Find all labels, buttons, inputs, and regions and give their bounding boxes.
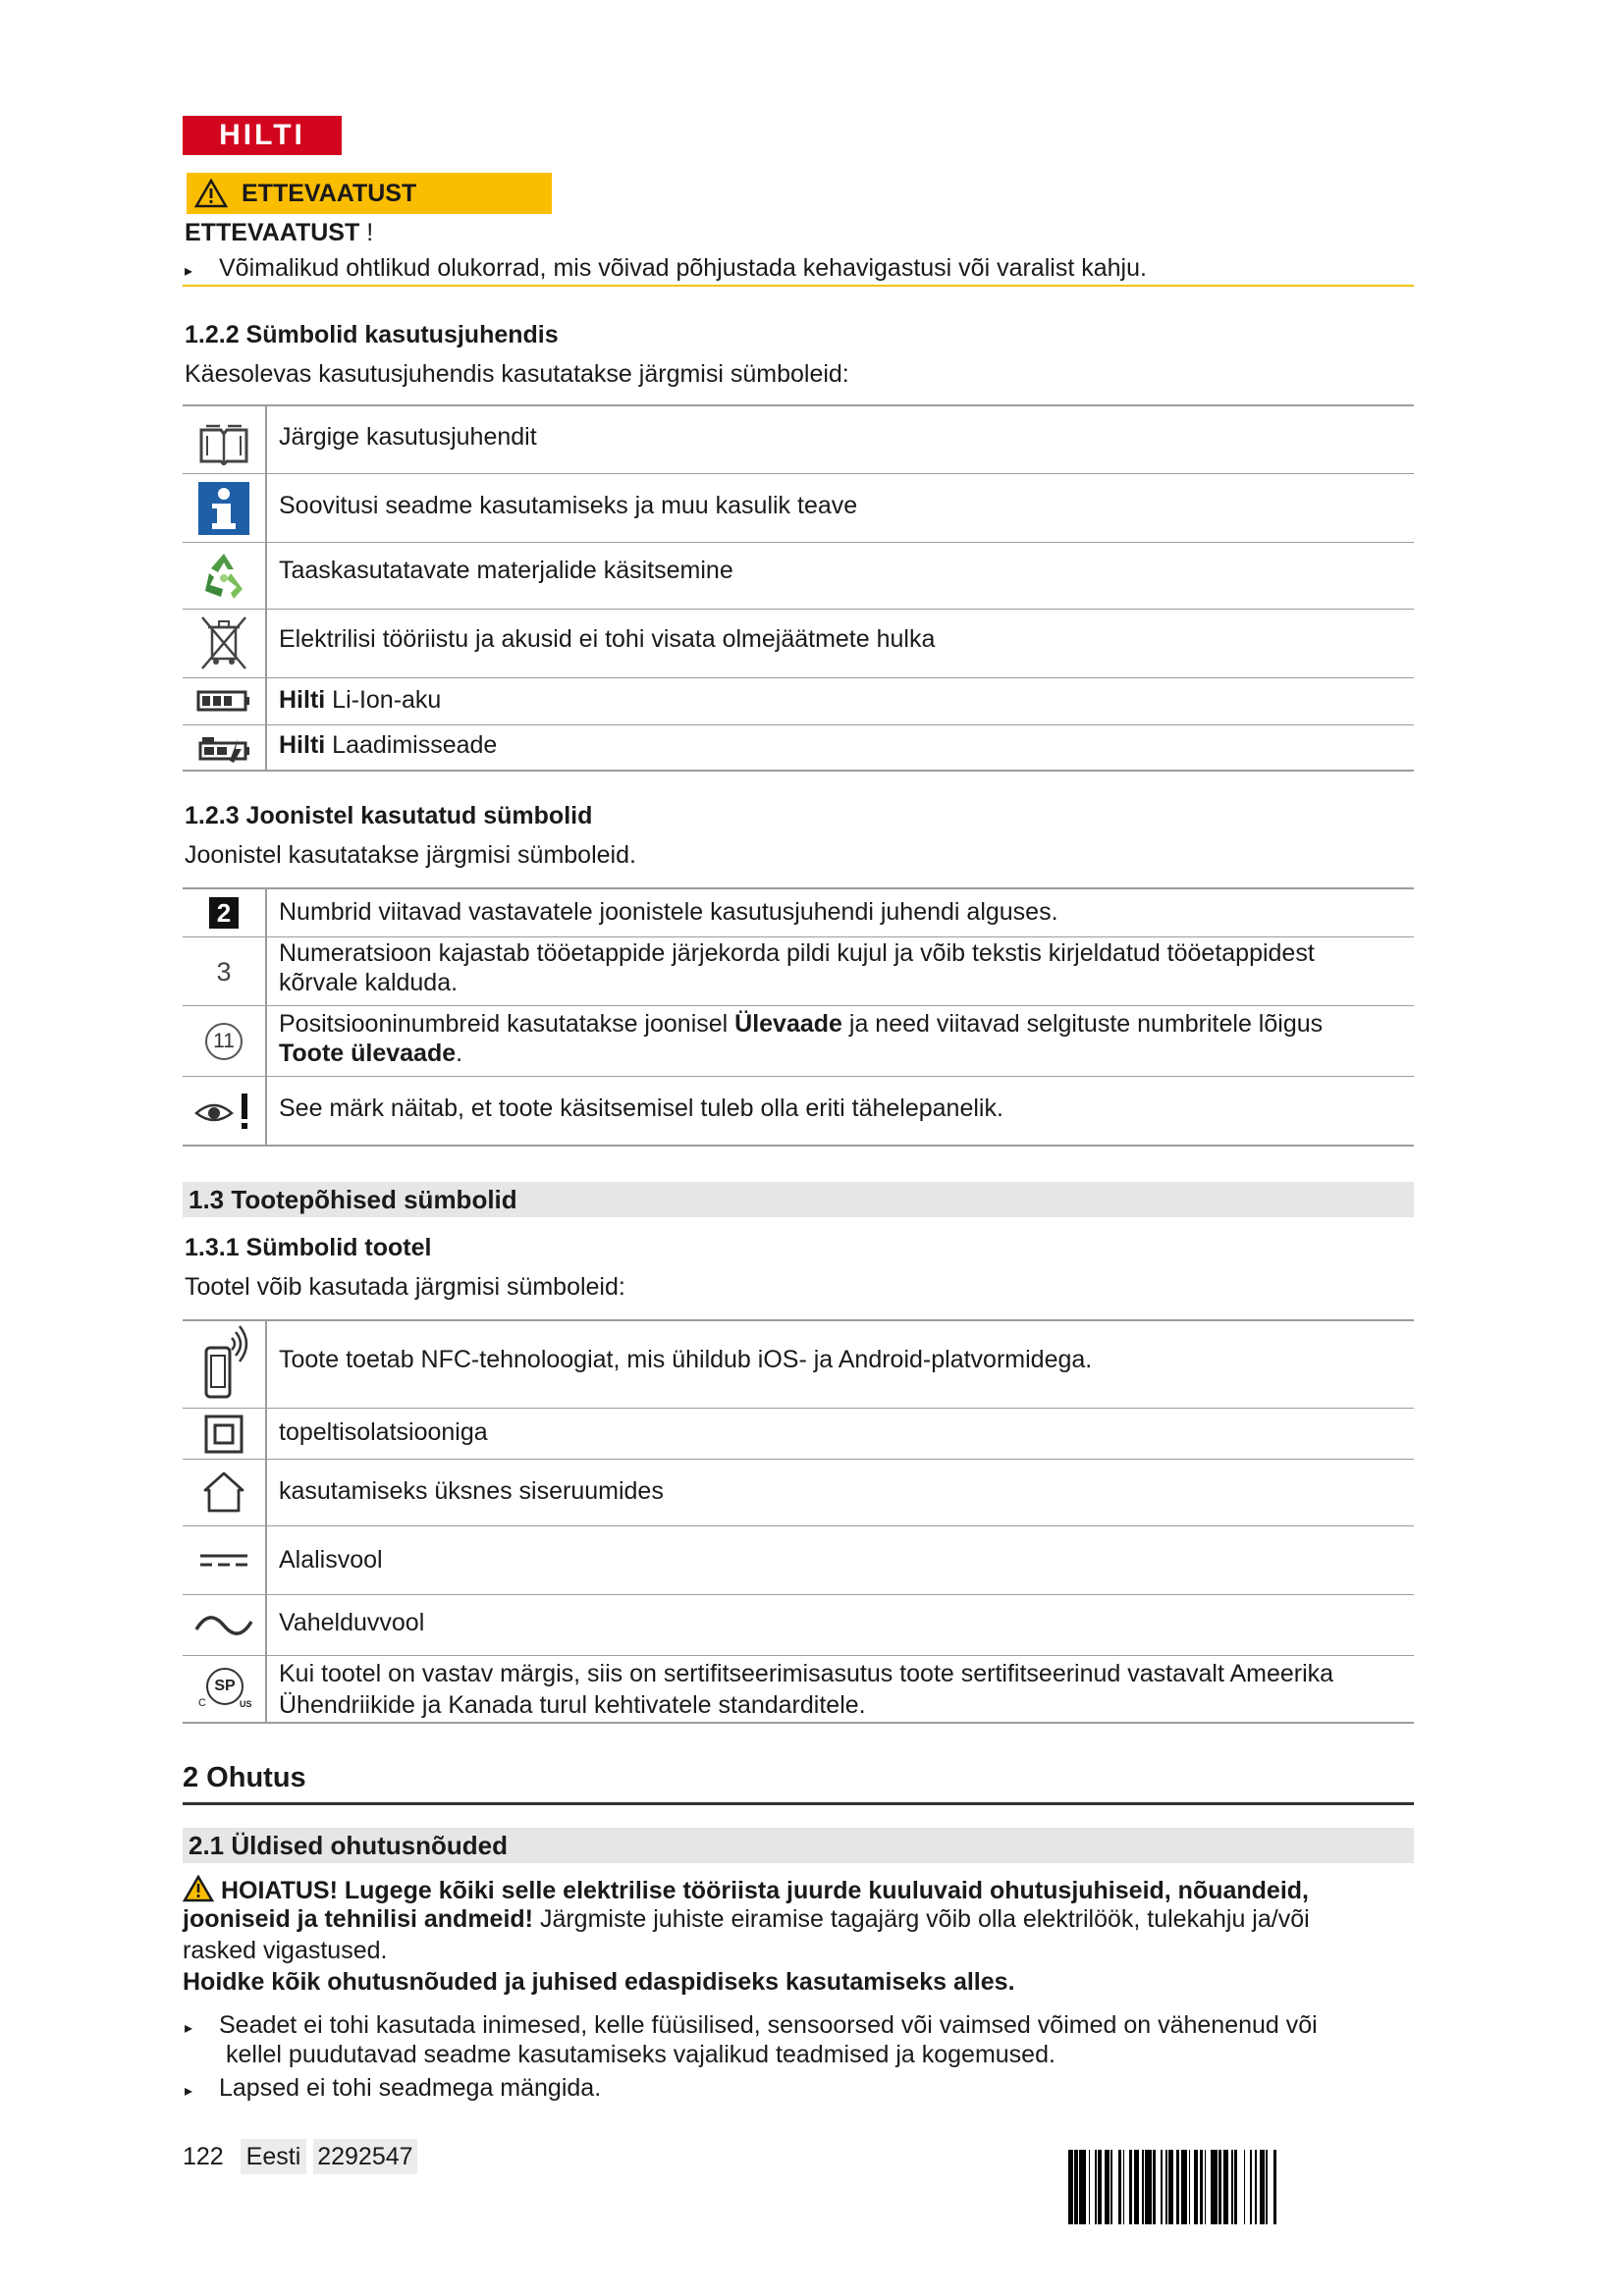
table-rule xyxy=(183,724,1414,725)
table-rule xyxy=(183,770,1414,772)
caution-bullet-text: Võimalikud ohtlikud olukorrad, mis võivad põhjustada kehavigastusi või varalist kahju. xyxy=(218,254,1147,282)
barcode-bar xyxy=(1276,2150,1278,2224)
keep-instructions: Hoidke kõik ohutusnõuded ja juhised edaspidiseks kasutamiseks alles. xyxy=(183,1968,1015,1996)
table-row-text: See märk näitab, et toote käsitsemisel tuleb olla eriti tähelepanelik. xyxy=(279,1095,1003,1122)
table-rule xyxy=(183,1459,1414,1460)
manual-book-icon xyxy=(187,414,261,473)
section-heading-1-2-2: 1.2.2 Sümbolid kasutusjuhendis xyxy=(185,321,559,348)
warning-line-3: rasked vigastused. xyxy=(183,1937,388,1964)
warning-text: Järgmiste juhiste eiramise tagajärg võib olla elektrilöök, tulekahju ja/või xyxy=(533,1905,1310,1933)
table-rule xyxy=(183,473,1414,474)
caution-bullet xyxy=(185,253,1147,287)
bullet-marker: ▸ xyxy=(185,2020,193,2037)
table-row-text xyxy=(279,730,497,760)
list-item-continuation: kellel puudutavad seadme kasutamiseks vajalikud teadmised ja kogemused. xyxy=(226,2041,1056,2068)
table-row-text: kasutamiseks üksnes siseruumides xyxy=(279,1477,664,1505)
table-rule xyxy=(183,1076,1414,1077)
csa-mark-text: SP xyxy=(206,1668,244,1705)
table-row-text: Numbrid viitavad vastavatele joonistele kasutusjuhendi juhendi alguses. xyxy=(279,898,1058,926)
table-row-text: Kui tootel on vastav märgis, siis on sertifitseerimisasutus toote sertifitseerinud vastavalt Ameerika xyxy=(279,1660,1334,1687)
recycling-icon xyxy=(187,546,261,607)
barcode xyxy=(1068,2150,1408,2224)
step-number-value: 3 xyxy=(216,956,232,987)
alternating-current-icon xyxy=(187,1596,261,1655)
direct-current-icon xyxy=(187,1527,261,1592)
caution-title xyxy=(185,218,373,247)
figure-number-symbol xyxy=(187,891,261,934)
warning-line-2 xyxy=(183,1904,1310,1934)
table-rule xyxy=(183,1005,1414,1006)
list-item xyxy=(185,2073,601,2107)
position-number-value: 11 xyxy=(205,1023,243,1060)
table-row-text xyxy=(279,1039,462,1068)
section-intro-1-3-1: Tootel võib kasutada järgmisi sümboleid: xyxy=(185,1273,625,1301)
bullet-marker: ▸ xyxy=(185,2083,193,2100)
row-label: Laadimisseade xyxy=(325,731,498,759)
section-intro-1-2-2: Käesolevas kasutusjuhendis kasutatakse järgmisi sümboleid: xyxy=(185,360,849,388)
row-text-bold: Ülevaade xyxy=(734,1010,842,1038)
footer-document-code: 2292547 xyxy=(313,2139,416,2174)
section-heading-1-3-1: 1.3.1 Sümbolid tootel xyxy=(185,1234,432,1261)
list-item-text: Seadet ei tohi kasutada inimesed, kelle füüsilised, sensoorsed või vaimsed võimed on vähenenud või xyxy=(218,2011,1318,2039)
list-item xyxy=(185,2010,1318,2044)
table-row-text: Toote toetab NFC-tehnoloogiat, mis ühildub iOS- ja Android-platvormidega. xyxy=(279,1346,1093,1373)
crossed-bin-icon xyxy=(187,611,261,675)
table-row-text: Elektrilisi tööriistu ja akusid ei tohi visata olmejäätmete hulka xyxy=(279,625,936,653)
caution-banner-label: ETTEVAATUST xyxy=(242,179,417,207)
caution-title-text: ETTEVAATUST xyxy=(185,219,360,246)
caution-title-suffix: ! xyxy=(366,219,374,246)
info-icon xyxy=(187,479,261,538)
brand-label: Hilti xyxy=(279,731,326,759)
table-rule xyxy=(183,1722,1414,1724)
table-divider xyxy=(265,1321,267,1722)
section-heading-1-2-3: 1.2.3 Joonistel kasutatud sümbolid xyxy=(185,802,593,829)
double-insulation-icon xyxy=(187,1410,261,1459)
table-row-text: Vahelduvvool xyxy=(279,1609,425,1636)
battery-icon xyxy=(187,679,261,722)
table-rule xyxy=(183,1655,1414,1656)
section-intro-1-2-3: Joonistel kasutatakse järgmisi sümboleid. xyxy=(185,841,636,869)
table-row-text: Alalisvool xyxy=(279,1546,383,1574)
row-label: Li-Ion-aku xyxy=(325,686,442,714)
caution-underline xyxy=(183,285,1414,287)
table-rule xyxy=(183,1145,1414,1147)
bullet-marker: ▸ xyxy=(185,263,193,280)
section-bar-1-3: 1.3 Tootepõhised sümbolid xyxy=(183,1182,1414,1217)
warning-triangle-icon xyxy=(183,1875,214,1902)
charger-icon xyxy=(187,726,261,770)
table-row-text: Ühendriikide ja Kanada turul kehtivatele standarditele. xyxy=(279,1691,866,1719)
csa-mark xyxy=(196,1664,251,1715)
warning-bold-text: jooniseid ja tehnilisi andmeid! xyxy=(183,1905,533,1933)
table-rule xyxy=(183,609,1414,610)
row-text-part: . xyxy=(456,1040,463,1067)
section-bar-2-1: 2.1 Üldised ohutusnõuded xyxy=(183,1828,1414,1863)
caution-banner xyxy=(187,173,552,214)
step-number-symbol xyxy=(187,938,261,1005)
table-rule xyxy=(183,887,1414,889)
table-row-text: topeltisolatsiooniga xyxy=(279,1418,488,1446)
hilti-logo: HILTI xyxy=(183,116,342,155)
row-text-part: Positsiooninumbreid kasutatakse joonisel xyxy=(279,1010,735,1038)
nfc-phone-icon xyxy=(187,1321,261,1406)
table-rule xyxy=(183,1319,1414,1321)
position-number-symbol xyxy=(187,1007,261,1076)
table-row-text xyxy=(279,1009,1323,1039)
table-rule xyxy=(183,677,1414,678)
table-rule xyxy=(183,1408,1414,1409)
row-text-part: ja need viitavad selgituste numbritele lõigus xyxy=(841,1010,1324,1038)
table-row-text: Soovitusi seadme kasutamiseks ja muu kasulik teave xyxy=(279,492,858,519)
table-rule xyxy=(183,1594,1414,1595)
table-rule xyxy=(183,542,1414,543)
indoor-house-icon xyxy=(187,1461,261,1523)
table-row-text: kõrvale kalduda. xyxy=(279,969,459,996)
table-rule xyxy=(183,936,1414,937)
warning-line-1 xyxy=(183,1875,1309,1905)
table-row-text: Taaskasutatavate materjalide käsitsemine xyxy=(279,557,733,584)
table-divider xyxy=(265,889,267,1145)
table-row-text: Numeratsioon kajastab tööetappide järjekorda pildi kujul ja võib tekstis kirjeldatud tööetappidest xyxy=(279,939,1315,967)
table-rule xyxy=(183,1525,1414,1526)
footer-language: Eesti xyxy=(241,2139,307,2174)
list-item-text: Lapsed ei tohi seadmega mängida. xyxy=(218,2074,602,2102)
warning-triangle-icon xyxy=(194,179,228,208)
brand-label: Hilti xyxy=(279,686,326,714)
attention-eye-icon xyxy=(187,1080,261,1143)
csa-c-label: C xyxy=(198,1697,206,1709)
page-number: 122 xyxy=(183,2143,224,2170)
table-rule xyxy=(183,404,1414,406)
csa-certification-icon xyxy=(187,1657,261,1722)
row-text-bold: Toote ülevaade xyxy=(279,1040,457,1067)
table-row-text xyxy=(279,685,441,715)
table-divider xyxy=(265,406,267,770)
figure-number-value: 2 xyxy=(209,897,239,929)
chapter-rule xyxy=(183,1802,1414,1805)
chapter-heading: 2 Ohutus xyxy=(183,1762,306,1793)
table-row-text: Järgige kasutusjuhendit xyxy=(279,423,537,451)
warning-bold-text: HOIATUS! Lugege kõiki selle elektrilise tööriista juurde kuuluvaid ohutusjuhiseid, nõuandeid, xyxy=(220,1877,1309,1904)
page-footer xyxy=(183,2142,417,2171)
csa-us-label: US xyxy=(240,1699,252,1709)
